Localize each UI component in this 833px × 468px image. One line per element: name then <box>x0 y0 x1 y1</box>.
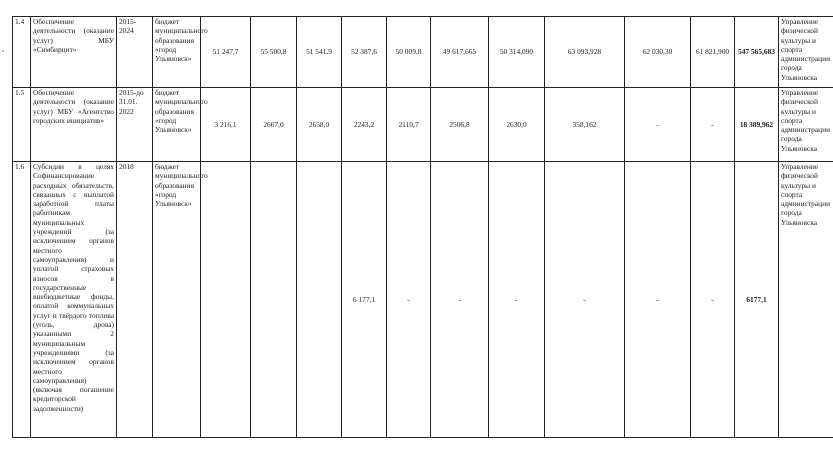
value-cell: 51 541,9 <box>297 17 342 88</box>
value-cell: 358,162 <box>545 88 625 162</box>
activity-description: Обеспечение деятельности (оказание услуг) МБУ «Симбирцит» <box>31 17 117 88</box>
value-cell: - <box>387 162 431 438</box>
value-cell: 51 247,7 <box>201 17 251 88</box>
activity-description: Субсидии в целях Софинансирование расходных обязательств, связанных с выплатой заработной платы работникам муниципальных учреждений (за исключением органов местного самоуправления) и уплатой страховых взносов в государственные внебюджетные фонды, оплатой коммунальных услуг и твёрдого топлива (уголь, дрова) указанными 2 муниципальным учреждениями (за исключением органов местного самоуправления) (включая погашение кредиторской задолженности) <box>31 162 117 438</box>
value-cell: 55 500,8 <box>251 17 297 88</box>
value-cell <box>297 162 342 438</box>
implementation-period: 2015-до 31.01. 2022 <box>117 88 153 162</box>
executor: Управление физической культуры и спорта администрации города Ульяновска <box>779 17 833 88</box>
total-cell: 547 565,683 <box>735 17 779 88</box>
funding-source: бюджет муниципального образования «город Ульяновск» <box>153 88 201 162</box>
funding-source: бюджет муниципального образования «город Ульяновск» <box>153 17 201 88</box>
value-cell <box>201 162 251 438</box>
value-cell: 6 177,1 <box>342 162 387 438</box>
scan-speck <box>2 50 4 52</box>
value-cell: 3 216,1 <box>201 88 251 162</box>
value-cell: 2667,0 <box>251 88 297 162</box>
value-cell: 63 093,928 <box>545 17 625 88</box>
total-cell: 18 389,962 <box>735 88 779 162</box>
row-number: 1.6 <box>13 162 31 438</box>
value-cell: 2243,2 <box>342 88 387 162</box>
value-cell: 50 314,090 <box>489 17 545 88</box>
value-cell <box>251 162 297 438</box>
value-cell: 49 617,665 <box>431 17 489 88</box>
value-cell: 2630,0 <box>489 88 545 162</box>
implementation-period: 2015-2024 <box>117 17 153 88</box>
value-cell: 2658,0 <box>297 88 342 162</box>
budget-table <box>12 16 833 438</box>
value-cell: - <box>625 162 691 438</box>
value-cell: - <box>625 88 691 162</box>
value-cell: 50 009,8 <box>387 17 431 88</box>
value-cell: 52 387,6 <box>342 17 387 88</box>
funding-source: бюджет муниципального образования «город Ульяновск» <box>153 162 201 438</box>
value-cell: 61 821,900 <box>691 17 735 88</box>
row-number: 1.5 <box>13 88 31 162</box>
value-cell: - <box>489 162 545 438</box>
value-cell: 2110,7 <box>387 88 431 162</box>
executor: Управление физической культуры и спорта администрации города Ульяновска <box>779 88 833 162</box>
table-row <box>13 162 833 438</box>
value-cell: - <box>691 88 735 162</box>
activity-description: Обеспечение деятельности (оказание услуг) МБУ «Агентство городских инициатив» <box>31 88 117 162</box>
value-cell: 2506,8 <box>431 88 489 162</box>
value-cell: - <box>431 162 489 438</box>
executor: Управление физической культуры и спорта администрации города Ульяновска <box>779 162 833 438</box>
value-cell: 62 030,30 <box>625 17 691 88</box>
table-row <box>13 88 833 162</box>
table-row <box>13 17 833 88</box>
implementation-period: 2018 <box>117 162 153 438</box>
value-cell: - <box>691 162 735 438</box>
value-cell: - <box>545 162 625 438</box>
total-cell: 6177,1 <box>735 162 779 438</box>
row-number: 1.4 <box>13 17 31 88</box>
